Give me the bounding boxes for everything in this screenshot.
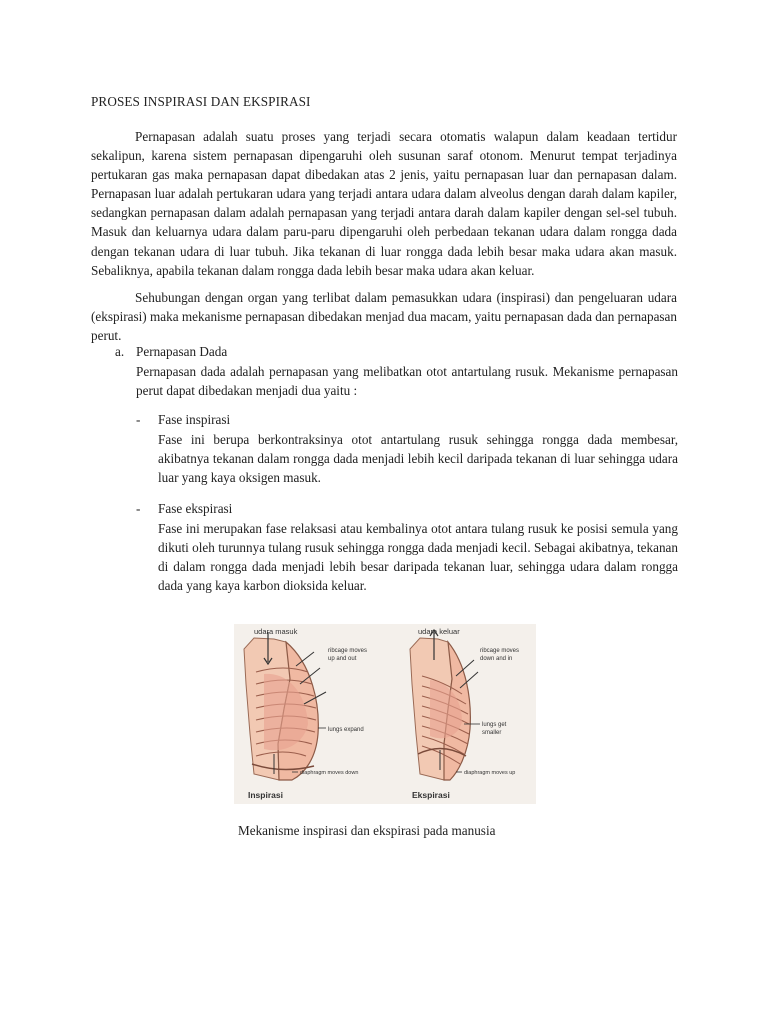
inspirasi-diaphragm-label: diaphragm moves down [300, 770, 359, 776]
phase-inspirasi-body: Fase ini berupa berkontraksinya otot antartulang rusuk sehingga rongga dada membesar, akibatnya tekanan dalam rongga dada menjadi lebih kecil daripada tekanan di luar sehingga udara luar yang kaya oksigen masuk. [158, 432, 678, 486]
ekspirasi-ribcage-label-2: down and in [480, 656, 513, 662]
ekspirasi-panel [410, 627, 519, 800]
breathing-diagram [234, 624, 536, 804]
inspirasi-panel [244, 627, 367, 800]
ekspirasi-lungs-label-1: lungs get [482, 722, 507, 728]
inspirasi-top-label: udara masuk [254, 627, 298, 636]
ekspirasi-bottom-label: Ekspirasi [412, 790, 450, 800]
paragraph-1: Pernapasan adalah suatu proses yang terjadi secara otomatis walapun dalam keadaan tertidur sekalipun, karena sistem pernapasan dipengaruhi oleh susunan saraf otonom. Menurut tempat terjadinya pertukaran gas maka pernapasan dapat dibedakan atas 2 jenis, yaitu pernapasan luar dan pernapasan dalam. Pernapasan luar adalah pertukaran udara yang terjadi antara udara dalam alveolus dengan darah dalam kapiler, sedangkan pernapasan dalam adalah pernapasan yang terjadi antara darah dalam kapiler dengan sel-sel tubuh. Masuk dan keluarnya udara dalam paru-paru dipengaruhi oleh perbedaan tekanan udara dalam rongga dada dengan tekanan udara di luar tubuh. Jika tekanan di luar rongga dada lebih besar maka udara akan masuk. Sebaliknya, apabila tekanan dalam rongga dada lebih besar maka udara akan keluar. [91, 129, 677, 278]
section-a-title: Pernapasan Dada [136, 344, 228, 359]
document-title: PROSES INSPIRASI DAN EKSPIRASI [91, 94, 311, 109]
ekspirasi-lungs-label-2: smaller [482, 730, 502, 736]
inspirasi-lungs-label: lungs expand [328, 727, 364, 733]
paragraph-2: Sehubungan dengan organ yang terlibat dalam pemasukkan udara (inspirasi) dan pengeluaran udara (ekspirasi) maka mekanisme pernapasan dibedakan menjad dua macam, yaitu pernapasan dada dan pernapasan perut. [91, 290, 677, 344]
figure-caption: Mekanisme inspirasi dan ekspirasi pada manusia [238, 823, 496, 838]
phase-ekspirasi-title: Fase ekspirasi [158, 501, 233, 516]
phase-ekspirasi-dash: - [136, 501, 141, 516]
ekspirasi-ribcage-label-1: ribcage moves [480, 648, 520, 654]
section-a-body: Pernapasan dada adalah pernapasan yang melibatkan otot antartulang rusuk. Mekanisme pernapasan perut dapat dibedakan menjadi dua yaitu : [136, 364, 678, 399]
inspirasi-bottom-label: Inspirasi [248, 790, 283, 800]
phase-inspirasi-title: Fase inspirasi [158, 412, 231, 427]
breathing-mechanism-figure [234, 624, 536, 804]
section-a-marker: a. [115, 344, 125, 359]
phase-ekspirasi-body: Fase ini merupakan fase relaksasi atau kembalinya otot antara tulang rusuk ke posisi semula yang dikuti oleh turunnya tulang rusuk sehingga rongga dada menjadi kecil. Sebagai akibatnya, tekanan di dalam rongga dada menjadi lebih besar daripada tekanan luar, sehingga udara dalam rongga dada yang kaya karbon dioksida keluar. [158, 521, 678, 594]
inspirasi-ribcage-label-2: up and out [328, 656, 357, 662]
inspirasi-ribcage-label-1: ribcage moves [328, 648, 368, 654]
ekspirasi-top-label: udara keluar [418, 627, 460, 636]
phase-inspirasi-dash: - [136, 412, 141, 427]
ekspirasi-diaphragm-label: diaphragm moves up [464, 770, 516, 776]
